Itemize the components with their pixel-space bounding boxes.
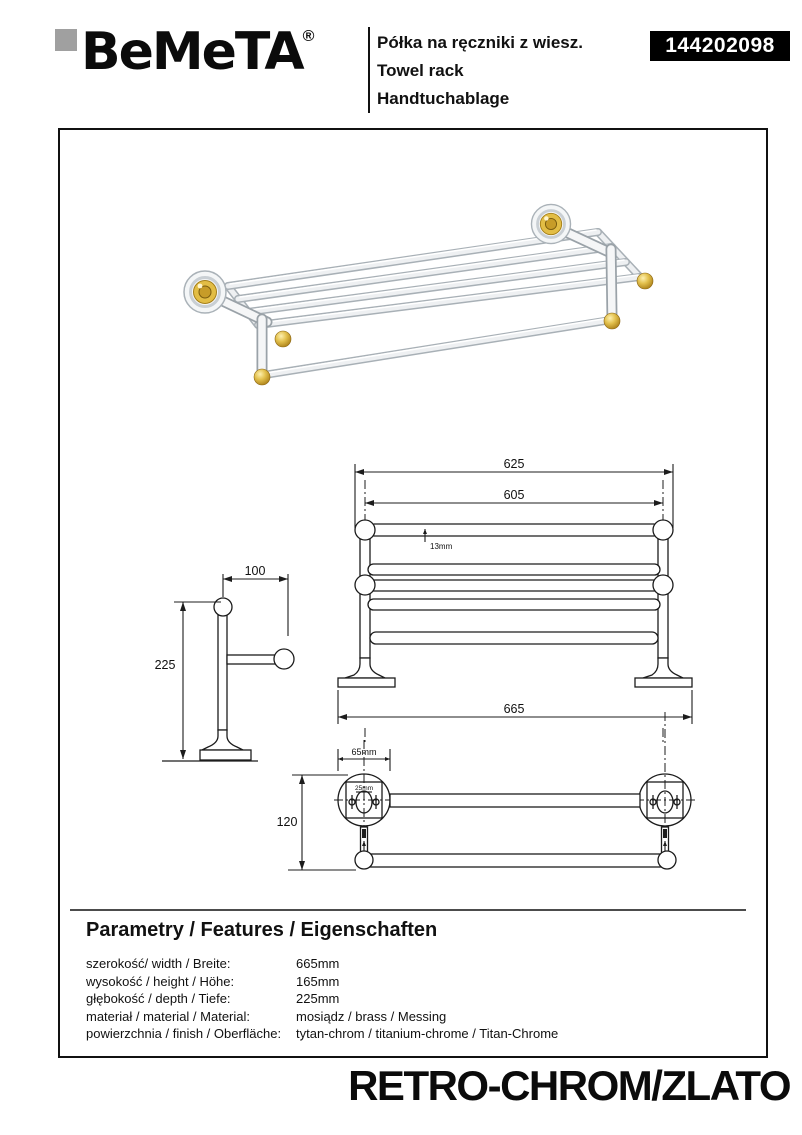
- parameter-row: [86, 1008, 726, 1026]
- parameter-label: powierzchnia / finish / Oberfläche:: [86, 1026, 282, 1042]
- parameter-label: głębokość / depth / Tiefe:: [86, 991, 231, 1007]
- top-view-drawing: [277, 712, 695, 870]
- dim-label-height: 225: [154, 658, 176, 672]
- dim-label-plate-width: 65mm: [351, 747, 377, 757]
- dim-label-center-width: 605: [503, 488, 525, 502]
- side-view-drawing: [155, 564, 294, 761]
- parameter-label: materiał / material / Material:: [86, 1008, 250, 1024]
- dim-label-tube-diameter: 13mm: [430, 542, 453, 551]
- brand-logo: [55, 22, 314, 82]
- right-wall-medallion: [531, 204, 570, 243]
- shelf-rails: [228, 230, 640, 325]
- parameter-row: [86, 990, 726, 1008]
- front-view-drawing: [338, 457, 692, 745]
- parameter-value: 225mm: [296, 991, 340, 1007]
- dim-label-arm-depth: 100: [244, 564, 266, 578]
- dim-label-overall-width: 625: [503, 457, 525, 471]
- parameter-value: tytan-chrom / titanium-chrome / Titan-Chrome: [296, 1026, 559, 1042]
- dim-label-plate-detail: 25mm: [354, 785, 374, 792]
- parameter-value: mosiądz / brass / Messing: [296, 1008, 447, 1024]
- product-titles: [377, 29, 583, 113]
- parameters-heading: Parametry / Features / Eigenschaften: [86, 919, 438, 941]
- parameter-label: wysokość / height / Höhe:: [86, 973, 235, 989]
- product-photo: [184, 204, 653, 385]
- parameter-row: [86, 955, 726, 973]
- parameter-value: 165mm: [296, 973, 340, 989]
- dim-label-depth: 120: [276, 815, 298, 829]
- parameter-row: [86, 973, 726, 991]
- left-wall-medallion: [184, 271, 226, 313]
- series-name: RETRO-CHROM/ZLATO: [348, 1062, 790, 1109]
- product-title-en: Towel rack: [377, 61, 464, 80]
- product-title-de: Handtuchablage: [377, 89, 510, 108]
- parameter-value: 665mm: [296, 956, 340, 971]
- product-title-pl: Półka na ręczniki z wiesz.: [377, 33, 583, 52]
- dim-label-total-width: 665: [503, 702, 525, 716]
- parameters-section: [86, 919, 726, 1043]
- brand-name: BeMeTA: [81, 22, 303, 82]
- registered-trademark-icon: ®: [302, 28, 315, 45]
- parameter-row: [86, 1025, 726, 1043]
- parameter-label: szerokość/ width / Breite:: [86, 956, 231, 971]
- header-divider: [368, 27, 370, 113]
- logo-gray-square: [55, 29, 77, 51]
- lower-towel-bar: [264, 318, 611, 375]
- product-code-badge: 144202098: [650, 31, 790, 61]
